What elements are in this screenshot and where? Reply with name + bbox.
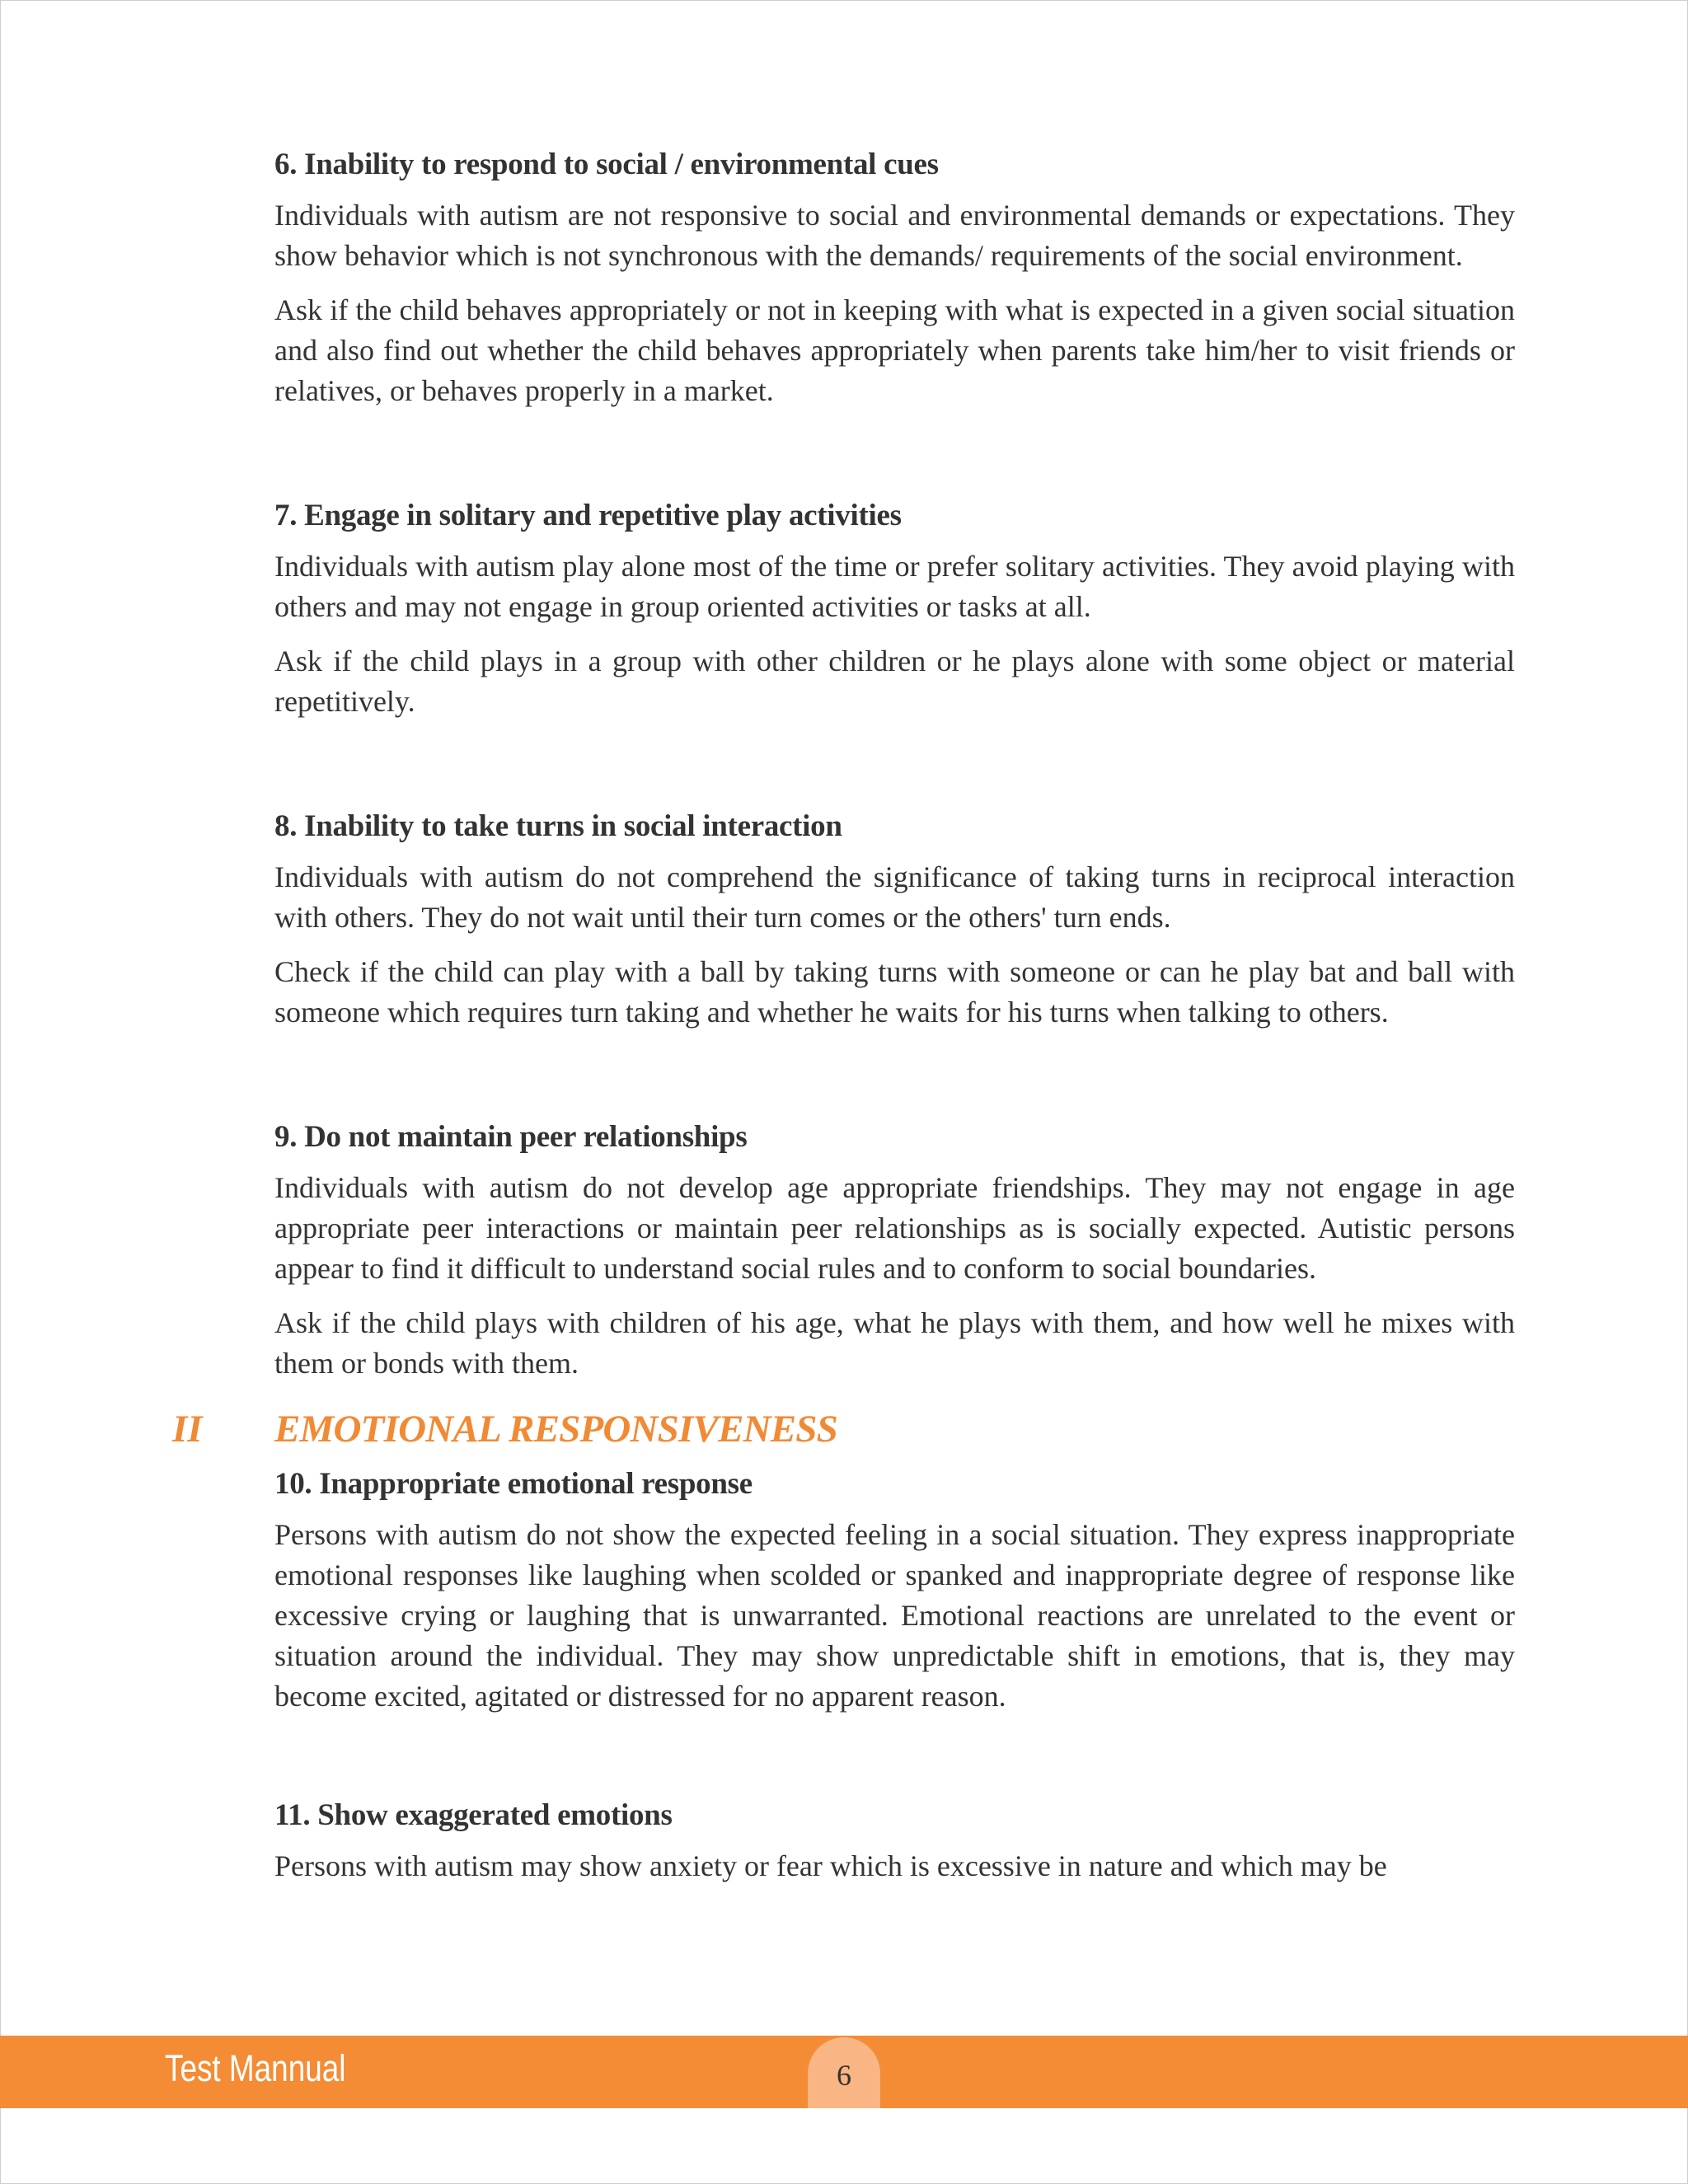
spacer xyxy=(274,425,1515,495)
item-paragraph: Individuals with autism play alone most of the time or prefer solitary activities. They avoid playing with others and may not engage in group oriented activities or tasks at all. xyxy=(274,550,1515,623)
spacer xyxy=(274,1047,1515,1117)
item-7 xyxy=(274,495,1515,722)
footer-title: Test Mannual xyxy=(165,2047,346,2089)
section-header xyxy=(172,1398,1515,1464)
page-number: 6 xyxy=(837,2059,851,2092)
item-paragraph: Individuals with autism do not develop age appropriate friendships. They may not engage in age appropriate peer interactions or maintain peer relationships as is socially expected. Autistic persons appear to find it difficult to understand social rules and to conform to social boundaries. xyxy=(274,1171,1515,1285)
item-heading: 6. Inability to respond to social / environmental cues xyxy=(274,148,939,181)
section-title: EMOTIONAL RESPONSIVENESS xyxy=(274,1408,837,1451)
item-paragraph: Check if the child can play with a ball by taking turns with someone or can he play bat and ball with someone which requires turn taking and whether he waits for his turns when talking to others. xyxy=(274,955,1515,1029)
page-content xyxy=(172,144,1515,1900)
item-paragraph: Persons with autism may show anxiety or fear which is excessive in nature and which may be xyxy=(274,1849,1387,1882)
item-11 xyxy=(274,1795,1515,1886)
page-number-tab xyxy=(808,2037,880,2108)
item-heading: 10. Inappropriate emotional response xyxy=(274,1467,753,1501)
item-paragraph: Persons with autism do not show the expected feeling in a social situation. They express inappropriate emotional responses like laughing when scolded or spanked and inappropriate degree of response like excessive crying or laughing that is unwarranted. Emotional reactions are unrelated to the event or situation around the individual. They may show unpredictable shift in emotions, that is, they may become excited, agitated or distressed for no apparent reason. xyxy=(274,1518,1515,1713)
spacer xyxy=(274,736,1515,806)
item-8 xyxy=(274,806,1515,1033)
item-heading: 11. Show exaggerated emotions xyxy=(274,1798,673,1832)
item-9 xyxy=(274,1117,1515,1384)
item-6 xyxy=(274,144,1515,411)
item-heading: 9. Do not maintain peer relationships xyxy=(274,1120,748,1154)
item-heading: 8. Inability to take turns in social interaction xyxy=(274,809,842,843)
item-10 xyxy=(274,1464,1515,1717)
item-paragraph: Ask if the child behaves appropriately or not in keeping with what is expected in a given social situation and also find out whether the child behaves appropriately when parents take him/her to visit friends or relatives, or behaves properly in a market. xyxy=(274,293,1515,407)
item-paragraph: Ask if the child plays with children of his age, what he plays with them, and how well he mixes with them or bonds with them. xyxy=(274,1306,1515,1380)
item-paragraph: Individuals with autism do not comprehend the significance of taking turns in reciprocal interaction with others. They do not wait until their turn comes or the others' turn ends. xyxy=(274,860,1515,934)
section-number: II xyxy=(172,1408,203,1451)
item-heading: 7. Engage in solitary and repetitive play activities xyxy=(274,499,902,532)
spacer xyxy=(274,1731,1515,1795)
item-paragraph: Individuals with autism are not responsive to social and environmental demands or expectations. They show behavior which is not synchronous with the demands/ requirements of the social environment. xyxy=(274,199,1515,272)
item-paragraph: Ask if the child plays in a group with other children or he plays alone with some object or material repetitively. xyxy=(274,644,1515,718)
